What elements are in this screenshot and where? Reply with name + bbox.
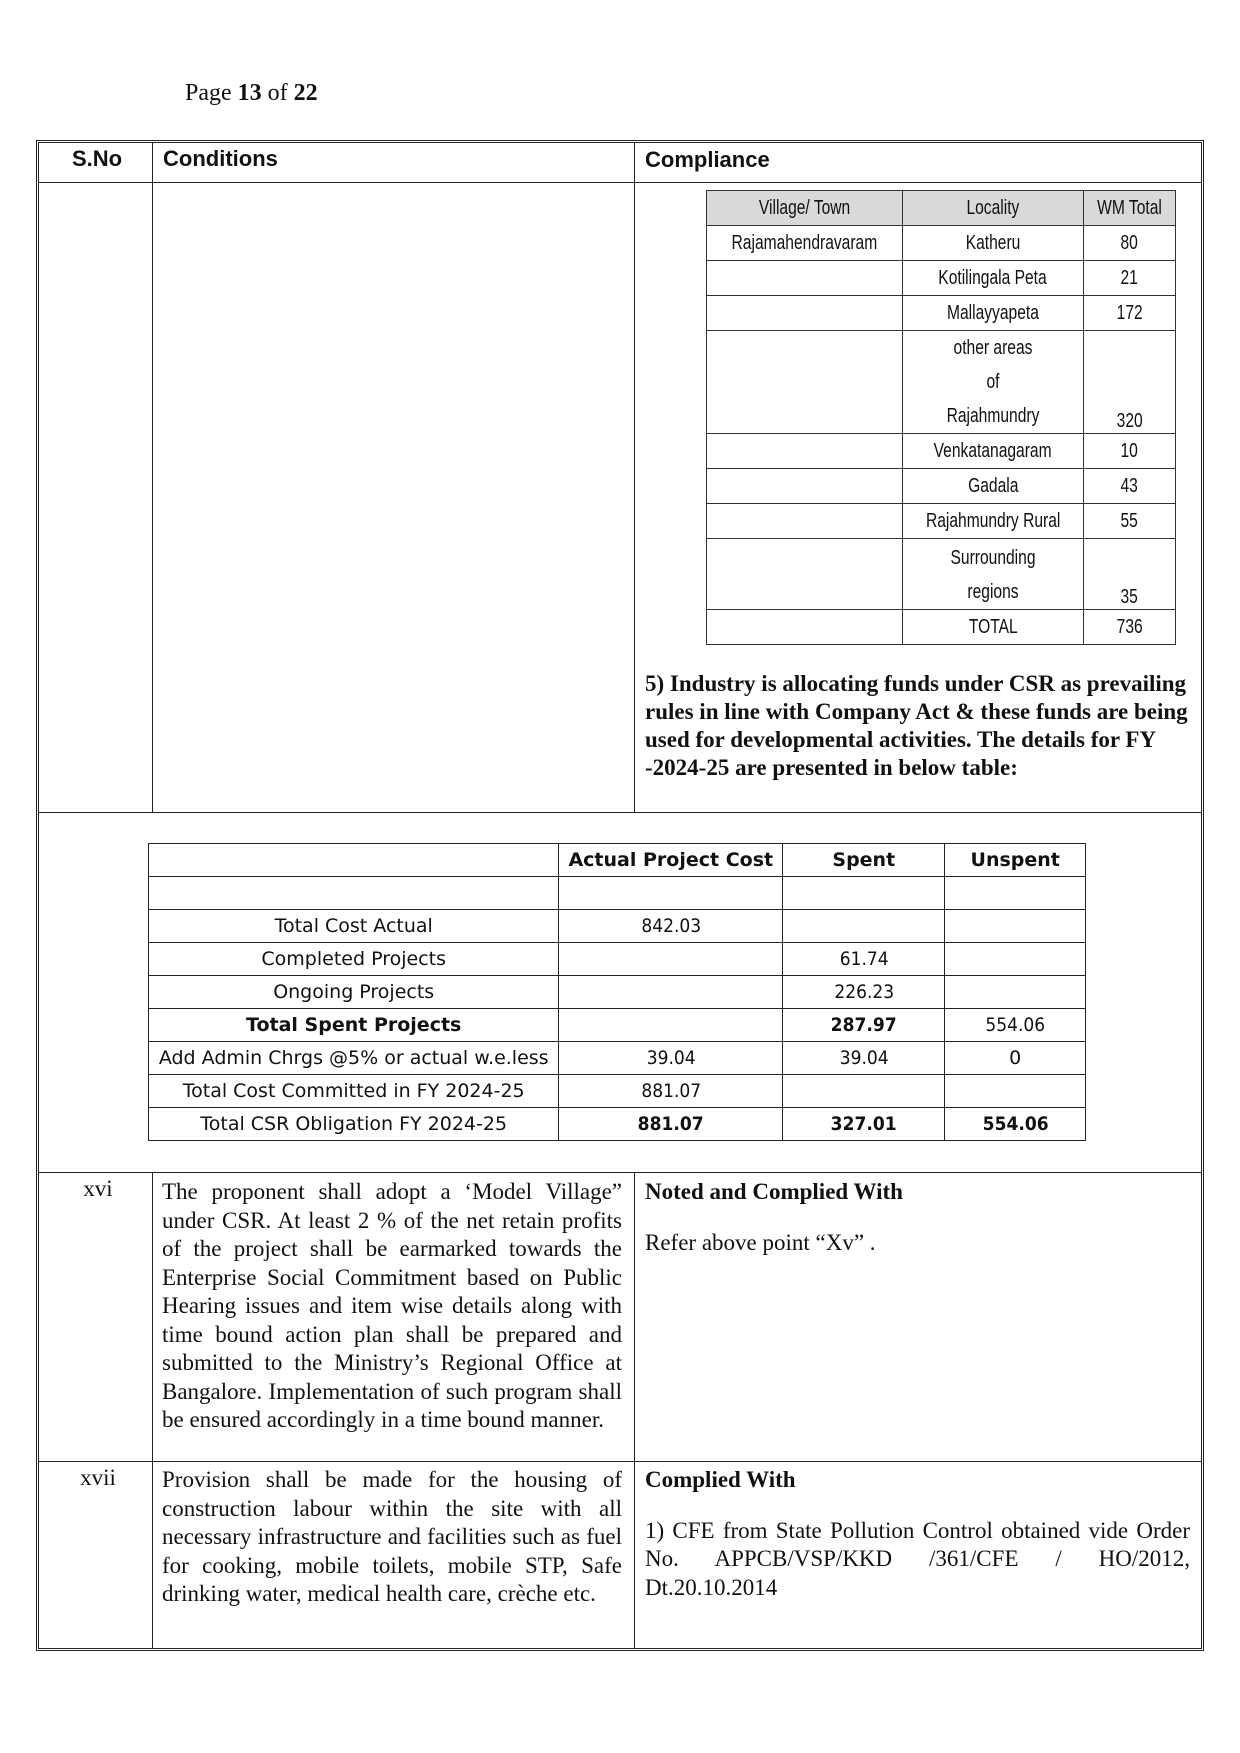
table-row [149, 877, 1086, 910]
header-divider [39, 182, 1201, 183]
compliance-text: 1) CFE from State Pollution Control obtained vide Order No. APPCB/VSP/KKD /361/CFE / HO/2012, Dt.20.10.2014 [645, 1517, 1190, 1600]
table-row: Total Cost Actual 842.03 [149, 910, 1086, 943]
table-row: Rajahmundry Rural 55 [707, 504, 1176, 539]
village-table-header [707, 191, 1176, 226]
column-divider [152, 143, 153, 813]
table-row: Ongoing Projects 226.23 [149, 976, 1086, 1009]
section-divider [39, 1172, 1201, 1173]
spent-header: Spent [783, 844, 945, 877]
compliance-text: Refer above point “Xv” . [645, 1229, 876, 1255]
header-sno: S.No [72, 146, 123, 171]
compliance-cell [645, 1466, 1190, 1602]
table-row: Total Spent Projects 287.97 554.06 [149, 1009, 1086, 1042]
header-compliance: Compliance [645, 147, 770, 172]
table-row: Mallayyapeta 172 [707, 296, 1176, 331]
actual-project-cost-header: Actual Project Cost [559, 844, 783, 877]
condition-text: Provision shall be made for the housing of construction labour within the site with all necessary infrastructure and facilities such as fuel for cooking, mobile toilets, mobile STP, Safe drinking water, medical health care, crèche etc. [162, 1467, 622, 1606]
column-divider [634, 1172, 635, 1649]
csr-cost-table [148, 843, 1086, 1141]
table-row: TOTAL 736 [707, 610, 1176, 645]
table-row: Completed Projects 61.74 [149, 943, 1086, 976]
unspent-header: Unspent [945, 844, 1086, 877]
table-row: Surrounding regions 35 [707, 539, 1176, 610]
table-row: Gadala 43 [707, 469, 1176, 504]
csr-allocation-note: 5) Industry is allocating funds under CSR as prevailing rules in line with Company Act & these funds are being used for developmental activities. The details for FY -2024-25 are presented in below table: [645, 671, 1188, 780]
header-conditions: Conditions [163, 146, 278, 171]
wm-total-header-cell: WM Total [1084, 191, 1176, 226]
page-number: Page 13 of 22 [185, 80, 318, 106]
compliance-cell [645, 1178, 1190, 1257]
section-divider [39, 812, 1201, 813]
column-divider [152, 1172, 153, 1649]
item-number: xvii [80, 1465, 116, 1490]
table-row: Kotilingala Peta 21 [707, 261, 1176, 296]
table-row: Rajamahendravaram Katheru 80 [707, 226, 1176, 261]
village-header-cell: Village/ Town [707, 191, 903, 226]
table-row: Add Admin Chrgs @5% or actual w.e.less 39.04 39.04 0 [149, 1042, 1086, 1075]
village-locality-table [706, 190, 1176, 645]
csr-table-header [149, 844, 1086, 877]
condition-text: The proponent shall adopt a ‘Model Village” under CSR. At least 2 % of the net retain profits of the project shall be earmarked towards the Enterprise Social Commitment based on Public Hearing issues and item wise details along with time bound action plan shall be prepared and submitted to the Ministry’s Regional Office at Bangalore. Implementation of such program shall be ensured accordingly in a time bound manner. [162, 1179, 622, 1432]
compliance-status: Complied With [645, 1467, 796, 1492]
table-row: Venkatanagaram 10 [707, 434, 1176, 469]
table-row: other areas of Rajahmundry 320 [707, 331, 1176, 434]
column-divider [634, 143, 635, 813]
locality-header-cell: Locality [902, 191, 1083, 226]
section-divider [39, 1461, 1201, 1462]
item-number: xvi [83, 1176, 113, 1201]
compliance-status: Noted and Complied With [645, 1179, 903, 1204]
table-row: Total Cost Committed in FY 2024-25 881.07 [149, 1075, 1086, 1108]
table-row: Total CSR Obligation FY 2024-25 881.07 327.01 554.06 [149, 1108, 1086, 1141]
